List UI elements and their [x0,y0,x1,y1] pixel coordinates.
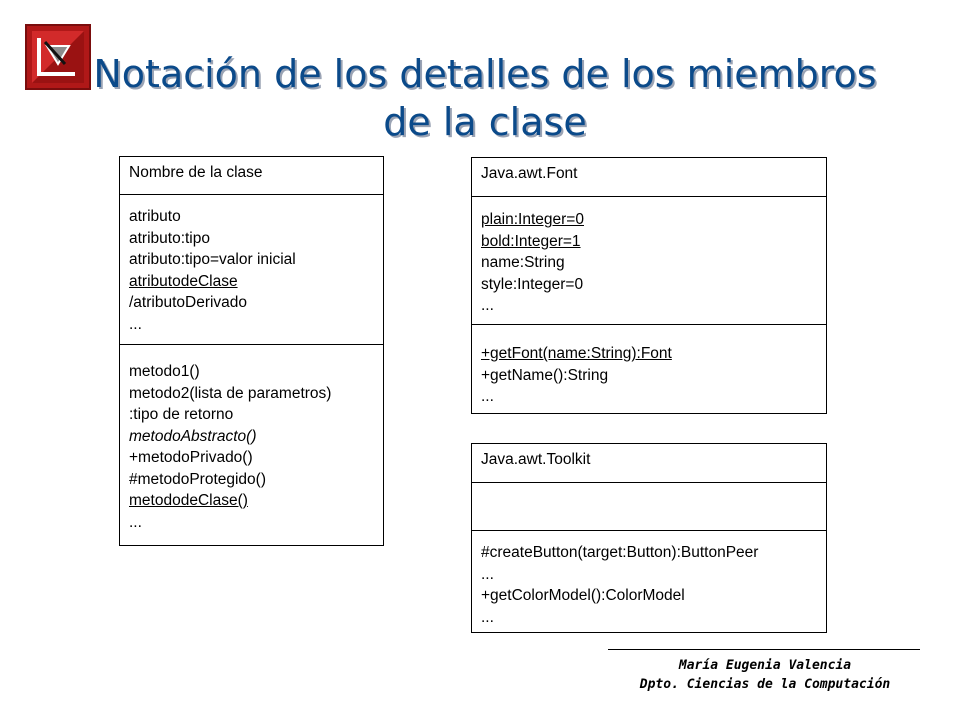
methods-section [472,530,826,628]
class-member: plain:Integer=0 [481,211,584,228]
class-name-section [120,162,383,184]
class-member: metodo2(lista de parametros) [129,384,332,402]
footer-rule [608,649,920,650]
font-class-box [471,157,827,414]
class-member: ... [481,388,494,405]
class-member: :tipo de retorno [129,406,234,423]
class-name: Nombre de la clase [129,164,263,181]
class-name-section [472,449,826,471]
class-name-section [472,163,826,185]
class-member: #createButton(target:Button):ButtonPeer [481,544,759,561]
toolkit-class-box [471,443,827,633]
class-member: atributo:tipo=valor inicial [129,251,296,268]
class-member: ... [129,513,142,531]
class-name: Java.awt.Font [481,165,578,182]
class-member: metodo1() [129,363,200,380]
attributes-section [472,196,826,317]
footer [600,656,930,694]
generic-class-box [119,156,384,546]
class-member: ... [481,565,494,583]
class-member: ... [481,297,494,314]
attributes-section [120,194,383,335]
class-member: metodoAbstracto() [129,427,257,445]
methods-section [472,324,826,408]
class-member: ... [481,608,494,626]
class-member: atributodeClase [129,272,238,290]
title-line-2: de la clase [383,100,587,144]
class-member: +getColorModel():ColorModel [481,587,685,604]
class-member: +metodoPrivado() [129,449,253,466]
class-member: metododeClase() [129,492,248,509]
class-member: atributo:tipo [129,229,210,247]
title-line-1: Notación de los detalles de los miembros [93,52,877,96]
class-member: #metodoProtegido() [129,470,266,488]
class-member: style:Integer=0 [481,275,584,293]
class-member: +getFont(name:String):Font [481,345,672,362]
footer-author: María Eugenia Valencia [678,658,852,673]
class-member: +getName():String [481,366,609,384]
methods-section [120,344,383,533]
attributes-section [472,482,826,483]
class-member: /atributoDerivado [129,294,248,311]
page-title [60,50,910,146]
class-member: atributo [129,208,181,225]
class-member: name:String [481,254,565,271]
class-name: Java.awt.Toolkit [481,451,591,468]
footer-department: Dpto. Ciencias de la Computación [639,677,891,692]
class-member: bold:Integer=1 [481,232,581,250]
class-member: ... [129,315,142,333]
